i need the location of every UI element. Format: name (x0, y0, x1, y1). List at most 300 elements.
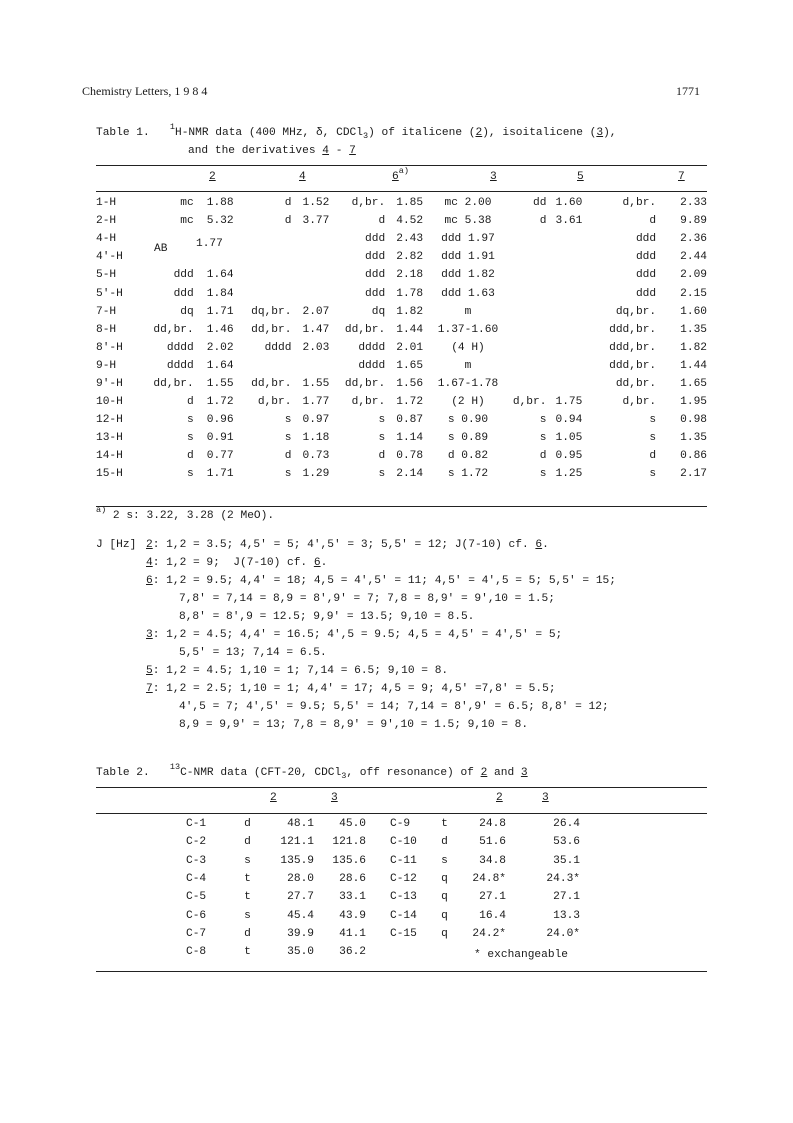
table1-cell: s (284, 468, 292, 481)
table1-cell: ddd (635, 251, 657, 264)
proton-label: 14-H (96, 450, 123, 463)
table1-cell: 1.05 (555, 432, 583, 445)
compound-ref: 4 (146, 557, 153, 569)
table2-row (186, 815, 594, 833)
table1-row (96, 447, 707, 465)
table1-cell (513, 375, 547, 393)
table1-cell: 4.52 (396, 215, 424, 228)
table2-row (186, 925, 594, 943)
table1-cell: ddd (173, 269, 194, 282)
table2-cell: 24.0* (546, 927, 580, 940)
compound-ref: 6 (535, 539, 543, 551)
t2-head-3b: 3 (542, 792, 549, 804)
table2-cell: 121.1 (280, 836, 314, 849)
table1-cell (546, 266, 582, 284)
table1-cell: 2.43 (396, 233, 424, 246)
table1-cell: ddd 1.63 (441, 287, 495, 300)
table1-cell: 1.95 (680, 396, 707, 409)
table2 (186, 815, 594, 961)
col-head-4: 4 (299, 171, 306, 183)
table1-cell: 2.33 (680, 197, 707, 210)
table2-cell: 16.4 (479, 909, 506, 922)
exchangeable-note: * exchangeable (474, 949, 568, 961)
coupling-text: : 1,2 = 2.5; 1,10 = 1; 4,4' = 17; 4,5 = 9; 4,5' =7,8' = 5.5; (152, 683, 556, 695)
table2-cell: C-4 (186, 873, 207, 886)
table1-cell: 2.02 (206, 341, 234, 354)
table1-cell: d (539, 215, 547, 228)
table1-cell: dddd (358, 359, 386, 372)
table1-cell: dd (533, 197, 547, 210)
table2-cell: 28.6 (339, 873, 366, 886)
table1-row (96, 375, 707, 393)
table2-cell: C-11 (390, 854, 417, 867)
table1-cell: 1.88 (206, 197, 234, 210)
coupling-end: . (542, 539, 549, 551)
table1-label: Table 1. (96, 127, 150, 139)
table2-row (186, 870, 594, 888)
table1-cell: 1.82 (680, 341, 707, 354)
table1-cell: 1.55 (206, 377, 234, 390)
table1-cell: d,br. (351, 396, 386, 409)
table2-cell: C-7 (186, 927, 207, 940)
table1-cell (546, 321, 582, 339)
table1-cell: 1.35 (680, 323, 707, 336)
table1-cell: 0.78 (396, 450, 424, 463)
table2-cell: C-14 (390, 909, 417, 922)
proton-label: 12-H (96, 414, 123, 427)
table2-cell: C-9 (390, 818, 411, 831)
table2-title: Table 2. $^{13}$C-NMR data (CFT-20, CDCl$_3$, off resonance) of 2 and 3 (96, 762, 528, 781)
table1-cell (234, 284, 292, 302)
coupling-text: : 1,2 = 9; J(7-10) cf. (152, 557, 314, 569)
table1-cell: 1.67-1.78 (437, 377, 499, 390)
table2-cell: C-12 (390, 873, 417, 886)
table2-cell: t (244, 873, 251, 886)
col-head-7: 7 (678, 171, 685, 183)
table1-cell: dq (371, 305, 386, 318)
table2-cell (380, 943, 431, 961)
table2-cell: C-13 (390, 891, 417, 904)
table1-cell: dddd (166, 359, 194, 372)
proton-label: 13-H (96, 432, 123, 445)
proton-label: 4'-H (96, 251, 123, 264)
table2-cell: C-5 (186, 891, 207, 904)
table2-cell: t (244, 891, 251, 904)
table1-cell: ddd,br. (609, 323, 657, 336)
table1-cell: mc (180, 215, 194, 228)
table1-cell: dddd (358, 341, 386, 354)
table1-cell: d (539, 450, 547, 463)
table2-row (186, 888, 594, 906)
table1-cell: d (378, 215, 386, 228)
table2-cell: s (244, 909, 251, 922)
table1-cell: 9.89 (680, 215, 707, 228)
table1-cell (291, 284, 329, 302)
table2-cell: 36.2 (339, 946, 366, 959)
table1-row (96, 321, 707, 339)
table2-cell: C-2 (186, 836, 207, 849)
table1-cell: 0.86 (680, 450, 707, 463)
table2-cell: 135.9 (280, 854, 314, 867)
coupling-text: : 1,2 = 3.5; 4,5' = 5; 4',5' = 3; 5,5' = 12; J(7-10) cf. (152, 539, 536, 551)
table1-cell: 2.18 (396, 269, 424, 282)
table1-cell (513, 339, 547, 357)
table1-cell: s (187, 414, 194, 427)
table1-row (96, 393, 707, 411)
table2-cell: 35.0 (287, 946, 314, 959)
table1-cell: 0.73 (302, 450, 330, 463)
table1-cell: s (378, 468, 386, 481)
table1-cell: dd,br. (344, 377, 386, 390)
table1-cell: s 0.90 (447, 414, 489, 427)
table1-cell: ddd (365, 269, 386, 282)
table1-header-rule (96, 191, 707, 192)
table1-cell: 1.82 (396, 305, 424, 318)
compound-ref: 7 (146, 683, 153, 695)
coupling-text: 8,9 = 9,9' = 13; 7,8 = 8,9' = 9',10 = 1.5; 9,10 = 8. (179, 719, 529, 731)
table1-cell (194, 248, 234, 266)
table1-cell: 2.09 (680, 269, 707, 282)
table1-cell (291, 248, 329, 266)
table1-cell (546, 339, 582, 357)
table1-row (96, 465, 707, 483)
table1-cell: s 0.89 (447, 432, 489, 445)
table1-cell: 2.44 (680, 251, 707, 264)
t2-head-2a: 2 (270, 792, 277, 804)
table1-cell: dddd (264, 341, 292, 354)
table1-cell: dd,br. (251, 323, 292, 336)
table1-cell: 1.44 (680, 359, 707, 372)
table1-cell (513, 357, 547, 375)
ab-value: 1.77 (196, 238, 223, 250)
table1-cell: mc 2.00 (444, 197, 492, 210)
table2-row (186, 852, 594, 870)
table1-cell: 1.29 (302, 468, 330, 481)
table1-cell (513, 266, 547, 284)
table1-cell: d,br. (512, 396, 547, 409)
table1-bottom-rule (96, 506, 707, 507)
table2-cell: d (244, 818, 251, 831)
compound-ref: 3 (146, 629, 153, 641)
table1-cell: ddd 1.82 (441, 269, 495, 282)
proton-label: 1-H (96, 197, 117, 210)
table1-cell (234, 230, 292, 248)
table1-cell: 1.46 (206, 323, 234, 336)
table1-cell (546, 303, 582, 321)
table2-cell: 24.8 (479, 818, 506, 831)
table1-cell: 3.77 (302, 215, 330, 228)
table1-cell: 3.61 (555, 215, 583, 228)
table2-cell: C-6 (186, 909, 207, 922)
table1-footnote: $^{a)}$ 2 s: 3.22, 3.28 (2 MeO). (96, 505, 275, 522)
ab-label: AB (154, 243, 168, 255)
table2-cell: 41.1 (339, 927, 366, 940)
table1-cell (291, 230, 329, 248)
table1-cell: d (649, 215, 657, 228)
table1-cell: d (187, 396, 194, 409)
table1-cell: 5.32 (206, 215, 234, 228)
table1-cell: d,br. (351, 197, 386, 210)
table1-title: Table 1. $^1$H-NMR data (400 MHz, δ, CDCl$_3$) of italicene (2), isoitalicene (3), (96, 122, 617, 141)
table1-cell: 1.44 (396, 323, 424, 336)
table1-cell (513, 303, 547, 321)
table2-cell: 24.2* (472, 927, 506, 940)
table1-cell: dd,br. (153, 323, 194, 336)
table1-cell: s (539, 432, 547, 445)
table1-cell: dq,br. (615, 305, 657, 318)
table1-cell: 0.95 (555, 450, 583, 463)
table1-cell: d,br. (622, 396, 657, 409)
table2-cell: 27.1 (553, 891, 580, 904)
coupling-text: 5,5' = 13; 7,14 = 6.5. (179, 647, 327, 659)
table1-cell: d,br. (622, 197, 657, 210)
table1-title-line2: and the derivatives 4 - 7 (188, 145, 356, 157)
table1-cell: d,br. (257, 396, 292, 409)
table1-cell: ddd (365, 287, 386, 300)
table1-cell: 1.56 (396, 377, 424, 390)
table1-row (96, 230, 707, 248)
table1-cell: 2.15 (680, 287, 707, 300)
proton-label: 2-H (96, 215, 117, 228)
table1-cell: 0.97 (302, 414, 330, 427)
table1-cell (513, 248, 547, 266)
table1-cell (546, 357, 582, 375)
table1-cell (234, 357, 292, 375)
table1-cell: 1.25 (555, 468, 583, 481)
coupling-text: : 1,2 = 9.5; 4,4' = 18; 4,5 = 4',5' = 11; 4,5' = 4',5 = 5; 5,5' = 15; (152, 575, 616, 587)
table1-cell (546, 230, 582, 248)
table1-cell: 2.01 (396, 341, 424, 354)
table1-row (96, 266, 707, 284)
table2-cell: q (441, 927, 448, 940)
table1-cell: 2.03 (302, 341, 330, 354)
proton-label: 9-H (96, 359, 117, 372)
proton-label: 5'-H (96, 287, 123, 300)
table1-cell: 1.18 (302, 432, 330, 445)
table1-cell: 1.71 (206, 468, 234, 481)
col-head-3: 3 (490, 171, 497, 183)
table2-cell: 35.1 (553, 854, 580, 867)
table1-cell: 1.84 (206, 287, 234, 300)
table2-cell: 51.6 (479, 836, 506, 849)
table1-cell (513, 284, 547, 302)
col-head-5: 5 (577, 171, 584, 183)
table1-cell: dddd (166, 341, 194, 354)
table1-cell (546, 375, 582, 393)
table1-cell: (4 H) (451, 341, 485, 354)
table1-cell: s (378, 432, 386, 445)
table1-cell: 1.60 (555, 197, 583, 210)
compound-ref: 2 (146, 539, 153, 551)
table1-cell (291, 266, 329, 284)
table1-cell: 1.78 (396, 287, 424, 300)
table2-cell: C-3 (186, 854, 207, 867)
table2-top-rule (96, 787, 707, 788)
table2-cell: C-1 (186, 818, 207, 831)
table2-cell: d (244, 927, 251, 940)
table1-cell: dd,br. (615, 377, 657, 390)
table1-cell: m (464, 359, 472, 372)
table1-cell: ddd,br. (609, 341, 657, 354)
proton-label: 9'-H (96, 377, 123, 390)
table2-cell: 26.4 (553, 818, 580, 831)
table1-cell: 1.52 (302, 197, 330, 210)
table1-cell: s (649, 414, 657, 427)
table2-cell: C-10 (390, 836, 417, 849)
table1-cell: mc (180, 197, 194, 210)
table1-cell: d (649, 450, 657, 463)
table1-cell: d (187, 450, 194, 463)
table1-cell: 1.77 (302, 396, 330, 409)
proton-label: 7-H (96, 305, 117, 318)
table1-row (96, 303, 707, 321)
table1-cell: 0.94 (555, 414, 583, 427)
table1-row (96, 284, 707, 302)
table1-cell: 0.91 (206, 432, 234, 445)
table1-row (96, 357, 707, 375)
table2-cell: 24.8* (472, 873, 506, 886)
table1-cell: 1.85 (396, 197, 424, 210)
table1-cell: 2.36 (680, 233, 707, 246)
table2-label: Table 2. (96, 767, 150, 779)
table2-cell: 121.8 (332, 836, 366, 849)
table2-cell: t (244, 946, 251, 959)
table1-cell: d (378, 450, 386, 463)
table1-cell: dd,br. (251, 377, 292, 390)
col-head-6: 6$^{a)}$ (392, 166, 409, 183)
table1-cell (234, 266, 292, 284)
table1-cell: s (284, 414, 292, 427)
table1-cell: 1.35 (680, 432, 707, 445)
table2-cell: 45.4 (287, 909, 314, 922)
table1-cell: 1.14 (396, 432, 424, 445)
table1-cell: s (378, 414, 386, 427)
table1-cell: s (649, 468, 657, 481)
table1-cell: ddd (635, 287, 657, 300)
coupling-text: : 1,2 = 4.5; 4,4' = 16.5; 4',5 = 9.5; 4,5 = 4,5' = 4',5' = 5; (152, 629, 563, 641)
table2-cell: d (441, 836, 448, 849)
table2-cell: 27.7 (287, 891, 314, 904)
table2-cell: 33.1 (339, 891, 366, 904)
journal-header: Chemistry Letters, 1 9 8 4 (82, 84, 208, 98)
table1-cell: 2.07 (302, 305, 330, 318)
col-head-2: 2 (209, 171, 216, 183)
table1-cell: dd,br. (344, 323, 386, 336)
table2-row (186, 906, 594, 924)
compound-ref: 6 (146, 575, 153, 587)
table1-cell: ddd (173, 287, 194, 300)
table1-cell: 1.65 (396, 359, 424, 372)
table1-cell: 0.77 (206, 450, 234, 463)
proton-label: 8'-H (96, 341, 123, 354)
table1-row (96, 194, 707, 212)
table2-header-rule (96, 813, 707, 814)
table1-cell: 0.98 (680, 414, 707, 427)
coupling-label: J [Hz] (96, 539, 137, 551)
table2-bottom-rule (96, 971, 707, 972)
compound-ref: 6 (313, 557, 321, 569)
table1-cell: s (539, 468, 547, 481)
table1-header-row (96, 166, 707, 189)
table2-cell: 34.8 (479, 854, 506, 867)
table2-cell: C-15 (390, 927, 417, 940)
coupling-text: 8,8' = 8',9 = 12.5; 9,9' = 13.5; 9,10 = 8.5. (179, 611, 475, 623)
table1-cell: 2.14 (396, 468, 424, 481)
table2-cell: s (244, 854, 251, 867)
table2-cell (431, 943, 458, 961)
table1-cell: 1.71 (206, 305, 234, 318)
proton-label: 10-H (96, 396, 123, 409)
table1 (96, 194, 707, 484)
coupling-end: . (320, 557, 328, 569)
table1-cell: d 0.82 (447, 450, 489, 463)
t2-head-2b: 2 (496, 792, 503, 804)
table1-cell (546, 248, 582, 266)
table2-cell: q (441, 891, 448, 904)
proton-label: 8-H (96, 323, 117, 336)
table1-cell: 1.37-1.60 (437, 323, 499, 336)
table2-cell: C-8 (186, 946, 207, 959)
proton-label: 15-H (96, 468, 123, 481)
table1-cell: (2 H) (451, 396, 485, 409)
table1-row (96, 212, 707, 230)
table1-cell: 1.65 (680, 377, 707, 390)
table1-cell: 0.96 (206, 414, 234, 427)
table1-cell: d (284, 215, 292, 228)
table2-cell: s (441, 854, 448, 867)
table2-header-row (96, 792, 707, 810)
table1-cell: 2.82 (396, 251, 424, 264)
table2-cell: 27.1 (479, 891, 506, 904)
table1-row (96, 248, 707, 266)
table1-cell: 1.72 (206, 396, 234, 409)
table1-cell (513, 321, 547, 339)
table1-cell: 1.64 (206, 359, 234, 372)
table1-cell (546, 284, 582, 302)
table1-cell: mc 5.38 (444, 215, 492, 228)
table1-cell: 1.64 (206, 269, 234, 282)
table2-cell: 28.0 (287, 873, 314, 886)
table2-cell: d (244, 836, 251, 849)
table2-cell: 13.3 (553, 909, 580, 922)
coupling-text: 4',5 = 7; 4',5' = 9.5; 5,5' = 14; 7,14 = 8',9' = 6.5; 8,8' = 12; (179, 701, 609, 713)
table1-cell (291, 357, 329, 375)
t2-head-3a: 3 (331, 792, 338, 804)
table1-cell: ddd,br. (609, 359, 657, 372)
table1-cell: ddd (635, 269, 657, 282)
table1-cell: 1.47 (302, 323, 330, 336)
table2-cell: 39.9 (287, 927, 314, 940)
table1-cell (513, 230, 547, 248)
table1-cell: ddd 1.91 (441, 251, 495, 264)
table1-cell: dq (180, 305, 194, 318)
page-number: 1771 (676, 84, 700, 98)
table1-cell: 1.55 (302, 377, 330, 390)
table1-cell: m (464, 305, 472, 318)
table1-cell: ddd (365, 233, 386, 246)
compound-ref: 5 (146, 665, 153, 677)
table1-cell: d (284, 450, 292, 463)
coupling-text: : 1,2 = 4.5; 1,10 = 1; 7,14 = 6.5; 9,10 = 8. (152, 665, 449, 677)
table1-cell: ddd (635, 233, 657, 246)
proton-label: 5-H (96, 269, 117, 282)
table1-cell: s (284, 432, 292, 445)
table1-cell: dd,br. (153, 377, 194, 390)
table1-cell: ddd (365, 251, 386, 264)
table1-cell: ddd 1.97 (441, 233, 495, 246)
table2-cell: 24.3* (546, 873, 580, 886)
coupling-text: 7,8' = 7,14 = 8,9 = 8',9' = 7; 7,8 = 8,9' = 9',10 = 1.5; (179, 593, 555, 605)
